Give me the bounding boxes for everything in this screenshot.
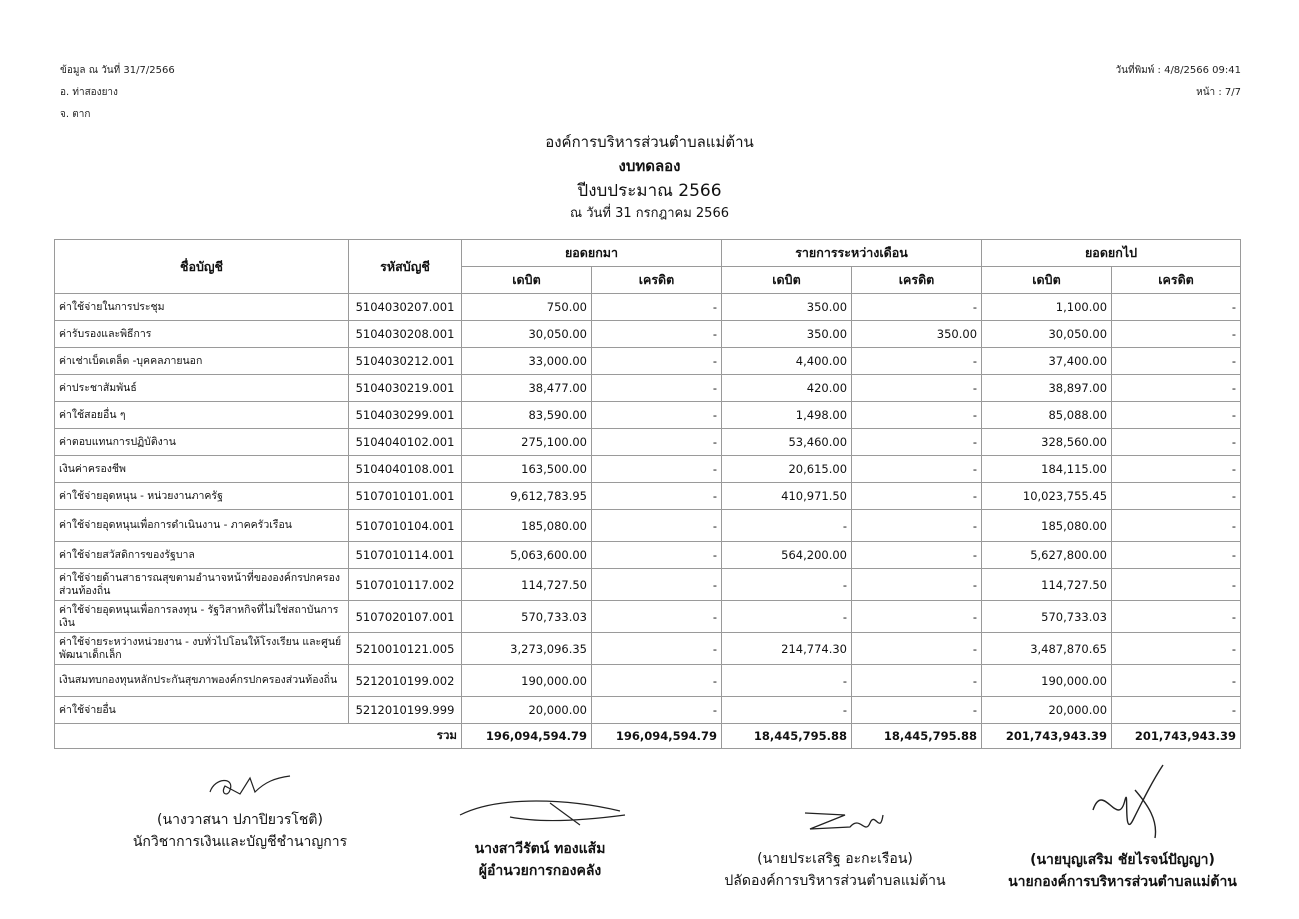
table-row — [55, 402, 1241, 429]
account-name-cell: ค่าประชาสัมพันธ์ — [55, 375, 349, 402]
amount-cell: 37,400.00 — [982, 348, 1112, 375]
amount-cell: 350.00 — [722, 294, 852, 321]
amount-cell: 20,615.00 — [722, 456, 852, 483]
table-row — [55, 633, 1241, 665]
amount-cell: - — [852, 429, 982, 456]
signature-chief-administrator — [700, 805, 970, 892]
table-row — [55, 294, 1241, 321]
print-date: วันที่พิมพ์ : 4/8/2566 09:41 — [1115, 65, 1241, 76]
account-name-cell: ค่าใช้จ่ายอุดหนุนเพื่อการลงทุน - รัฐวิสาหกิจที่ไม่ใช่สถาบันการเงิน — [55, 601, 349, 633]
account-name-cell: ค่าใช้จ่ายอุดหนุนเพื่อการดำเนินงาน - ภาคครัวเรือน — [55, 510, 349, 542]
account-code-cell: 5107020107.001 — [349, 601, 462, 633]
header-brought-forward: ยอดยกมา — [462, 240, 722, 267]
account-code-cell: 5210010121.005 — [349, 633, 462, 665]
account-code-cell: 5104030208.001 — [349, 321, 462, 348]
signature-finance-director — [440, 795, 640, 882]
amount-cell: - — [592, 665, 722, 697]
amount-cell: - — [1112, 348, 1241, 375]
header-debit: เดบิต — [462, 267, 592, 294]
account-name-cell: ค่าใช้สอยอื่น ๆ — [55, 402, 349, 429]
amount-cell: - — [852, 601, 982, 633]
amount-cell: - — [722, 665, 852, 697]
amount-cell: - — [1112, 542, 1241, 569]
amount-cell: 30,050.00 — [462, 321, 592, 348]
amount-cell: 20,000.00 — [982, 697, 1112, 724]
amount-cell: 10,023,755.45 — [982, 483, 1112, 510]
table-row — [55, 429, 1241, 456]
amount-cell: 53,460.00 — [722, 429, 852, 456]
amount-cell: - — [852, 697, 982, 724]
total-amount-cell: 196,094,594.79 — [592, 724, 722, 749]
amount-cell: - — [592, 483, 722, 510]
account-name-cell: เงินค่าครองชีพ — [55, 456, 349, 483]
header-account-code: รหัสบัญชี — [349, 240, 462, 294]
amount-cell: 350.00 — [722, 321, 852, 348]
trial-balance-table — [54, 239, 1241, 749]
amount-cell: 570,733.03 — [982, 601, 1112, 633]
signer-name: (นายประเสริฐ อะกะเรือน) — [757, 851, 913, 867]
amount-cell: - — [592, 429, 722, 456]
signer-position: นักวิชาการเงินและบัญชีชำนาญการ — [132, 834, 348, 850]
fiscal-year: ปีงบประมาณ 2566 — [577, 181, 722, 201]
amount-cell: - — [592, 375, 722, 402]
signer-position: ผู้อำนวยการกองคลัง — [478, 863, 602, 879]
header-credit: เครดิต — [592, 267, 722, 294]
header-credit: เครดิต — [852, 267, 982, 294]
amount-cell: 190,000.00 — [462, 665, 592, 697]
table-row — [55, 569, 1241, 601]
amount-cell: - — [1112, 402, 1241, 429]
amount-cell: 350.00 — [852, 321, 982, 348]
amount-cell: 38,477.00 — [462, 375, 592, 402]
amount-cell: - — [1112, 294, 1241, 321]
report-meta-left — [60, 60, 175, 126]
handwritten-signature-icon — [1063, 760, 1183, 842]
amount-cell: - — [1112, 456, 1241, 483]
handwritten-signature-icon — [180, 772, 300, 802]
province: จ. ตาก — [60, 109, 91, 120]
amount-cell: 38,897.00 — [982, 375, 1112, 402]
amount-cell: - — [592, 601, 722, 633]
total-amount-cell: 201,743,943.39 — [982, 724, 1112, 749]
account-code-cell: 5107010104.001 — [349, 510, 462, 542]
amount-cell: - — [1112, 321, 1241, 348]
amount-cell: - — [852, 633, 982, 665]
page-number: หน้า : 7/7 — [1196, 87, 1241, 98]
account-code-cell: 5107010117.002 — [349, 569, 462, 601]
amount-cell: 114,727.50 — [462, 569, 592, 601]
signature-accountant — [110, 772, 370, 853]
data-date: ข้อมูล ณ วันที่ 31/7/2566 — [60, 65, 175, 76]
report-title: งบทดลอง — [618, 157, 681, 175]
account-code-cell: 5104030212.001 — [349, 348, 462, 375]
amount-cell: - — [592, 402, 722, 429]
amount-cell: - — [1112, 510, 1241, 542]
table-row — [55, 510, 1241, 542]
amount-cell: - — [852, 510, 982, 542]
total-amount-cell: 18,445,795.88 — [852, 724, 982, 749]
amount-cell: 33,000.00 — [462, 348, 592, 375]
header-credit: เครดิต — [1112, 267, 1241, 294]
account-code-cell: 5104030299.001 — [349, 402, 462, 429]
header-carried-forward: ยอดยกไป — [982, 240, 1241, 267]
amount-cell: 184,115.00 — [982, 456, 1112, 483]
header-debit: เดบิต — [982, 267, 1112, 294]
amount-cell: - — [852, 375, 982, 402]
amount-cell: 410,971.50 — [722, 483, 852, 510]
amount-cell: - — [1112, 601, 1241, 633]
handwritten-signature-icon — [450, 795, 630, 831]
account-name-cell: ค่ารับรองและพิธีการ — [55, 321, 349, 348]
account-code-cell: 5104030219.001 — [349, 375, 462, 402]
account-code-cell: 5212010199.002 — [349, 665, 462, 697]
amount-cell: 83,590.00 — [462, 402, 592, 429]
amount-cell: 214,774.30 — [722, 633, 852, 665]
amount-cell: - — [592, 697, 722, 724]
table-row — [55, 542, 1241, 569]
amount-cell: 114,727.50 — [982, 569, 1112, 601]
district: อ. ท่าสองยาง — [60, 87, 118, 98]
amount-cell: - — [722, 697, 852, 724]
account-name-cell: ค่าใช้จ่ายในการประชุม — [55, 294, 349, 321]
amount-cell: - — [852, 665, 982, 697]
amount-cell: - — [852, 294, 982, 321]
amount-cell: - — [1112, 569, 1241, 601]
amount-cell: - — [592, 456, 722, 483]
amount-cell: 4,400.00 — [722, 348, 852, 375]
table-row — [55, 483, 1241, 510]
account-name-cell: ค่าใช้จ่ายอื่น — [55, 697, 349, 724]
account-code-cell: 5107010114.001 — [349, 542, 462, 569]
amount-cell: 275,100.00 — [462, 429, 592, 456]
amount-cell: - — [592, 542, 722, 569]
amount-cell: - — [722, 510, 852, 542]
amount-cell: 9,612,783.95 — [462, 483, 592, 510]
account-name-cell: เงินสมทบกองทุนหลักประกันสุขภาพองค์กรปกครองส่วนท้องถิ่น — [55, 665, 349, 697]
signer-position: นายกองค์การบริหารส่วนตำบลแม่ต้าน — [1008, 874, 1237, 890]
amount-cell: 570,733.03 — [462, 601, 592, 633]
account-code-cell: 5104030207.001 — [349, 294, 462, 321]
account-code-cell: 5212010199.999 — [349, 697, 462, 724]
total-amount-cell: 201,743,943.39 — [1112, 724, 1241, 749]
total-label: รวม — [55, 724, 462, 749]
signer-name: (นางวาสนา ปภาปิยวรโชติ) — [157, 812, 323, 828]
amount-cell: 185,080.00 — [462, 510, 592, 542]
amount-cell: - — [852, 483, 982, 510]
amount-cell: 1,498.00 — [722, 402, 852, 429]
organization-title: องค์การบริหารส่วนตำบลแม่ต้าน — [545, 133, 754, 151]
account-code-cell: 5104040102.001 — [349, 429, 462, 456]
amount-cell: - — [592, 294, 722, 321]
amount-cell: 5,627,800.00 — [982, 542, 1112, 569]
table-row — [55, 456, 1241, 483]
signer-position: ปลัดองค์การบริหารส่วนตำบลแม่ต้าน — [724, 873, 946, 889]
amount-cell: - — [852, 542, 982, 569]
amount-cell: 328,560.00 — [982, 429, 1112, 456]
amount-cell: - — [722, 601, 852, 633]
report-meta-right — [1116, 60, 1241, 104]
total-amount-cell: 18,445,795.88 — [722, 724, 852, 749]
amount-cell: - — [852, 456, 982, 483]
amount-cell: - — [592, 321, 722, 348]
amount-cell: - — [592, 633, 722, 665]
handwritten-signature-icon — [765, 805, 905, 841]
table-row — [55, 321, 1241, 348]
header-during-month: รายการระหว่างเดือน — [722, 240, 982, 267]
amount-cell: 420.00 — [722, 375, 852, 402]
total-amount-cell: 196,094,594.79 — [462, 724, 592, 749]
account-name-cell: ค่าเช่าเบ็ดเตล็ด -บุคคลภายนอก — [55, 348, 349, 375]
amount-cell: 85,088.00 — [982, 402, 1112, 429]
amount-cell: 3,273,096.35 — [462, 633, 592, 665]
amount-cell: - — [1112, 633, 1241, 665]
amount-cell: 163,500.00 — [462, 456, 592, 483]
account-name-cell: ค่าใช้จ่ายด้านสาธารณสุขตามอำนาจหน้าที่ขององค์กรปกครองส่วนท้องถิ่น — [55, 569, 349, 601]
amount-cell: - — [592, 569, 722, 601]
amount-cell: 564,200.00 — [722, 542, 852, 569]
amount-cell: 1,100.00 — [982, 294, 1112, 321]
amount-cell: - — [592, 348, 722, 375]
table-row — [55, 665, 1241, 697]
account-name-cell: ค่าใช้จ่ายระหว่างหน่วยงาน - งบทั่วไปโอนให้โรงเรียน และศูนย์พัฒนาเด็กเล็ก — [55, 633, 349, 665]
as-of-date: ณ วันที่ 31 กรกฎาคม 2566 — [570, 206, 729, 221]
total-row — [55, 724, 1241, 749]
table-row — [55, 375, 1241, 402]
signature-mayor — [1000, 760, 1245, 893]
amount-cell: - — [1112, 429, 1241, 456]
table-row — [55, 697, 1241, 724]
account-code-cell: 5104040108.001 — [349, 456, 462, 483]
amount-cell: - — [1112, 375, 1241, 402]
account-name-cell: ค่าใช้จ่ายอุดหนุน - หน่วยงานภาครัฐ — [55, 483, 349, 510]
amount-cell: 190,000.00 — [982, 665, 1112, 697]
amount-cell: - — [722, 569, 852, 601]
amount-cell: - — [852, 348, 982, 375]
amount-cell: - — [1112, 697, 1241, 724]
amount-cell: - — [1112, 483, 1241, 510]
account-code-cell: 5107010101.001 — [349, 483, 462, 510]
amount-cell: 750.00 — [462, 294, 592, 321]
signer-name: (นายบุญเสริม ชัยไรจน์ปัญญา) — [1030, 852, 1215, 868]
amount-cell: 20,000.00 — [462, 697, 592, 724]
amount-cell: 5,063,600.00 — [462, 542, 592, 569]
header-debit: เดบิต — [722, 267, 852, 294]
signer-name: นางสาวีรัตน์ ทองแส้ม — [474, 841, 606, 857]
account-name-cell: ค่าตอบแทนการปฏิบัติงาน — [55, 429, 349, 456]
table-row — [55, 348, 1241, 375]
account-name-cell: ค่าใช้จ่ายสวัสดิการของรัฐบาล — [55, 542, 349, 569]
header-account-name: ชื่อบัญชี — [55, 240, 349, 294]
report-titles — [0, 130, 1299, 224]
amount-cell: 3,487,870.65 — [982, 633, 1112, 665]
amount-cell: 30,050.00 — [982, 321, 1112, 348]
amount-cell: 185,080.00 — [982, 510, 1112, 542]
amount-cell: - — [852, 569, 982, 601]
amount-cell: - — [1112, 665, 1241, 697]
amount-cell: - — [852, 402, 982, 429]
amount-cell: - — [592, 510, 722, 542]
table-row — [55, 601, 1241, 633]
